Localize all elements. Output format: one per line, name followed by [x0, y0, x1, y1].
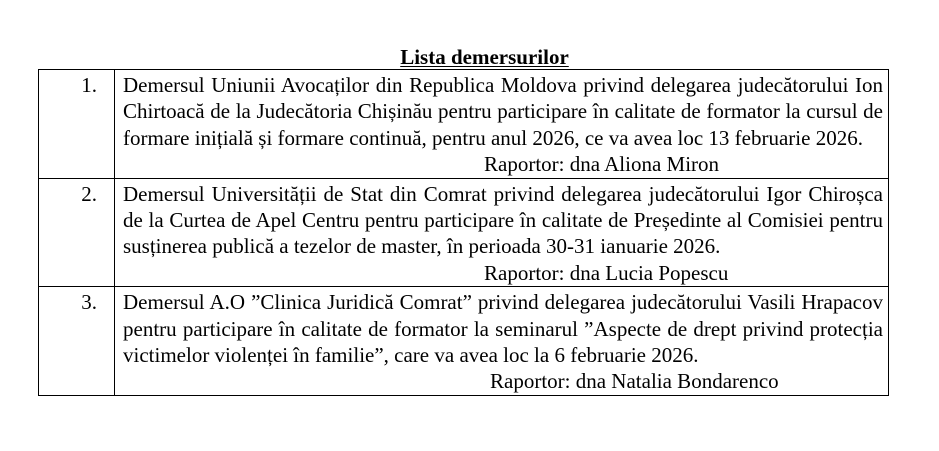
- item-description: Demersul A.O ”Clinica Juridică Comrat” privind delegarea judecătorului Vasili Hrapacov pentru participare în calitate de formator la seminarul ”Aspecte de drept privind protecția victimelor violenței în familie”, care va avea loc la 6 februarie 2026.: [123, 290, 883, 368]
- table-row: [39, 178, 889, 287]
- item-description: Demersul Uniunii Avocaților din Republica Moldova privind delegarea judecătorului Ion Chirtoacă de la Judecătoria Chișinău pentru participare în calitate de formator la cursul de formare inițială și formare continuă, pentru anul 2026, ce va avea loc 13 februarie 2026.: [123, 73, 883, 150]
- item-content: [115, 287, 889, 396]
- item-content: [115, 70, 889, 179]
- item-reporter: Raportor: dna Aliona Miron: [484, 152, 720, 177]
- item-number: 2.: [39, 178, 115, 287]
- item-number: 3.: [39, 287, 115, 396]
- item-reporter: Raportor: dna Lucia Popescu: [484, 260, 729, 285]
- table-row: [39, 287, 889, 396]
- item-number: 1.: [39, 70, 115, 179]
- table-row: [39, 70, 889, 179]
- item-reporter: Raportor: dna Natalia Bondarenco: [490, 369, 779, 394]
- page-title: Lista demersurilor: [400, 45, 569, 69]
- item-content: [115, 178, 889, 287]
- requests-table: [38, 69, 889, 396]
- item-description: Demersul Universității de Stat din Comrat privind delegarea judecătorului Igor Chiroșca de la Curtea de Apel Centru pentru participare în calitate de Președinte al Comisiei pentru susținerea publică a tezelor de master, în perioada 30-31 ianuarie 2026.: [123, 181, 883, 259]
